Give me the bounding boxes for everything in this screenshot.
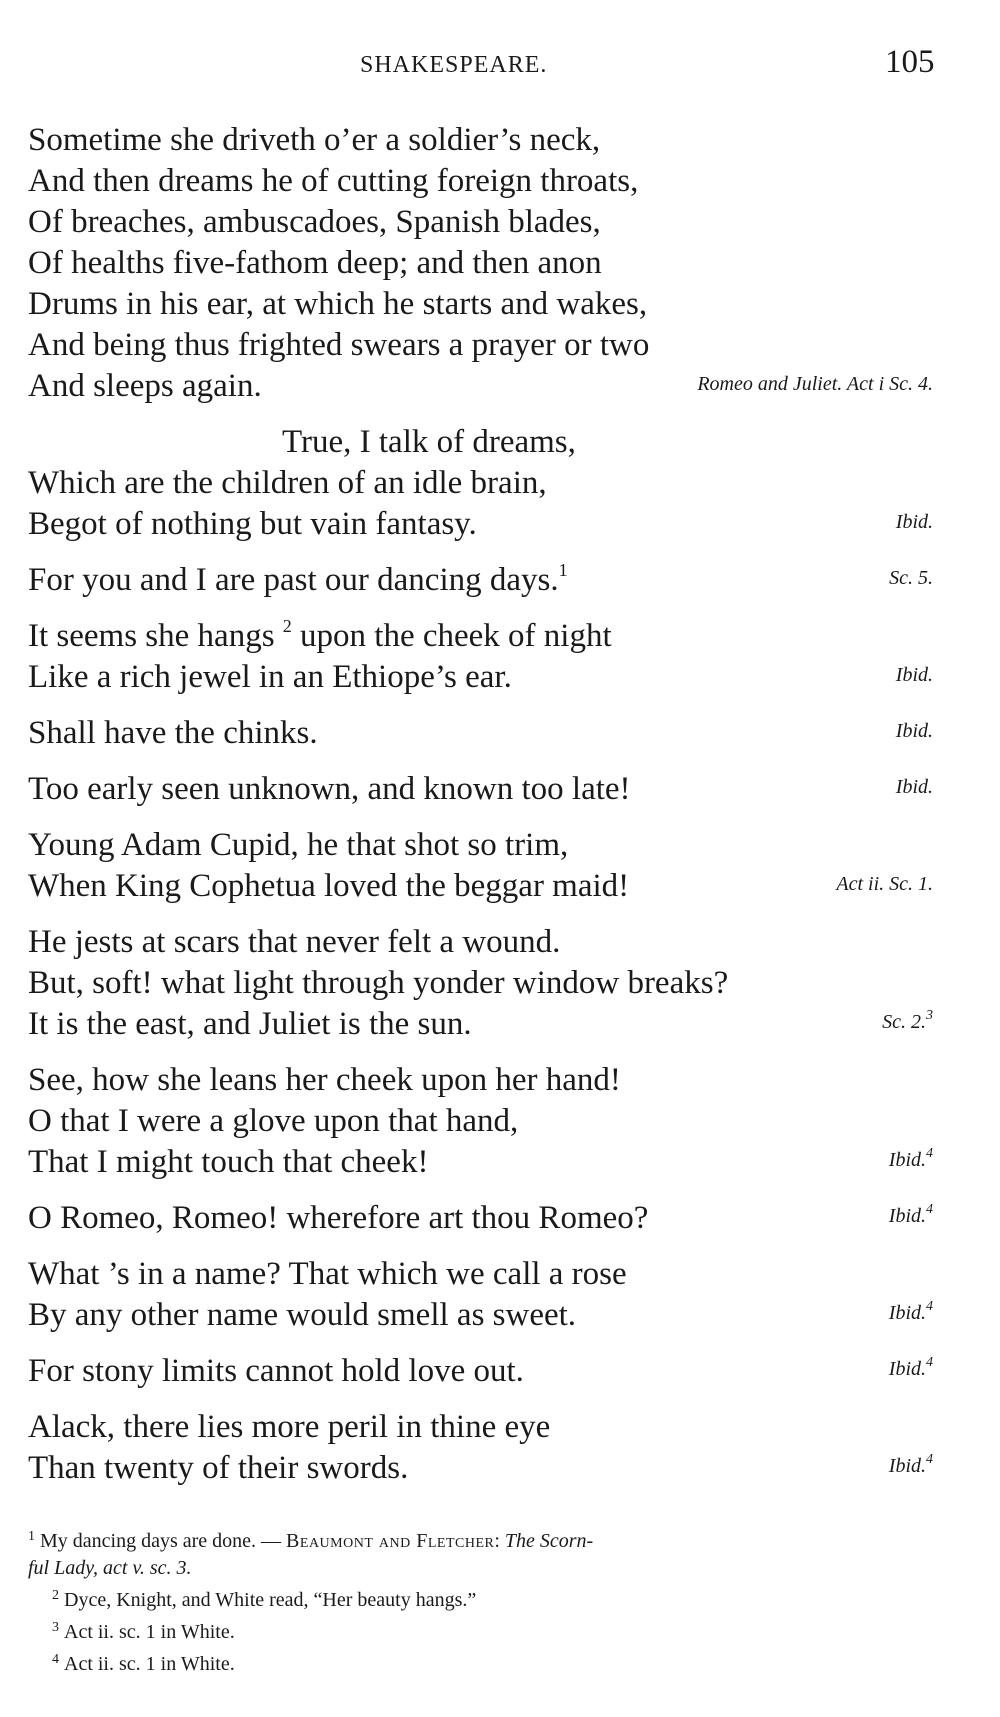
verse-line [28, 713, 933, 754]
verse-line: True, I talk of dreams, [282, 424, 576, 460]
quote-block [28, 825, 933, 907]
quote-block [28, 1254, 933, 1336]
footnote-separator: : [494, 1530, 505, 1552]
citation-text: Ibid. [888, 1455, 926, 1477]
quote-block [28, 422, 933, 545]
footnote [28, 1646, 933, 1678]
verse-line: Drums in his ear, at which he starts and wakes, [28, 286, 648, 322]
quote-block [28, 560, 933, 601]
page-number: 105 [885, 44, 935, 80]
footnote-number: 3 [52, 1620, 59, 1635]
verse-line [28, 1142, 933, 1183]
footnote-text: ful Lady, act v. sc. 3. [28, 1557, 192, 1579]
quote-block [28, 616, 933, 698]
verse-line [28, 366, 933, 407]
footnote-number: 1 [28, 1529, 35, 1544]
running-header [0, 44, 1000, 84]
verse-line: See, how she leans her cheek upon her hand! [28, 1062, 621, 1098]
footnote-marker: 4 [926, 1355, 933, 1370]
verse-text: Shall have the chinks. [28, 715, 318, 751]
verse-text: When King Cophetua loved the beggar maid! [28, 868, 630, 904]
footnote-marker: 4 [926, 1452, 933, 1467]
quote-block [28, 922, 933, 1045]
citation [889, 1349, 933, 1390]
citation [889, 1293, 933, 1334]
quote-block [28, 1351, 933, 1392]
citation-text: Ibid. [888, 1302, 926, 1324]
verse-text: Like a rich jewel in an Ethiope’s ear. [28, 659, 512, 695]
verse-text: And sleeps again. [28, 368, 262, 404]
footnote [28, 1582, 933, 1614]
verse-line: Alack, there lies more peril in thine eye [28, 1409, 551, 1445]
citation [889, 1446, 933, 1487]
verse-line [28, 1198, 933, 1239]
verse-text: That I might touch that cheek! [28, 1144, 429, 1180]
quote-block [28, 713, 933, 754]
footnote-marker: 1 [558, 560, 568, 580]
quote-block [28, 120, 933, 407]
citation-text: Sc. 2. [882, 1011, 926, 1033]
footnote-continuation [28, 1555, 933, 1582]
footnote-marker: 4 [926, 1202, 933, 1217]
footnote-marker: 4 [926, 1146, 933, 1161]
verse-line: What ’s in a name? That which we call a rose [28, 1256, 627, 1292]
footnote [28, 1523, 933, 1555]
footnote-text: My dancing days are done. — [40, 1530, 282, 1552]
verse-text: upon the cheek of night [291, 618, 612, 654]
verse-line [28, 504, 933, 545]
running-title: SHAKESPEARE. [360, 52, 548, 78]
verse-text: Than twenty of their swords. [28, 1450, 409, 1486]
verse-text: For stony limits cannot hold love out. [28, 1353, 524, 1389]
footnote-text: Act ii. sc. 1 in White. [64, 1653, 235, 1675]
verse-line: Of healths five-fathom deep; and then anon [28, 245, 602, 281]
verse-line: O that I were a glove upon that hand, [28, 1103, 519, 1139]
citation-text: Ibid. [888, 1205, 926, 1227]
footnote-marker: 2 [282, 616, 292, 636]
verse-line [28, 1448, 933, 1489]
verse-line [28, 616, 933, 657]
verse-line: Which are the children of an idle brain, [28, 465, 547, 501]
footnote-marker: 4 [926, 1299, 933, 1314]
verse-line [28, 560, 933, 601]
citation: Ibid. [895, 664, 933, 686]
verse-line [28, 769, 933, 810]
verse-line: Of breaches, ambuscadoes, Spanish blades, [28, 204, 601, 240]
verse-text: It seems she hangs [28, 618, 275, 654]
footnote-work: The Scorn- [504, 1530, 594, 1552]
verse-line: He jests at scars that never felt a wound. [28, 924, 561, 960]
verse-text: Too early seen unknown, and known too late! [28, 771, 631, 807]
footnote-text: Act ii. sc. 1 in White. [64, 1621, 235, 1643]
verse-line: Sometime she driveth o’er a soldier’s neck, [28, 122, 601, 158]
citation-text: Ibid. [888, 1149, 926, 1171]
verse-line [28, 1351, 933, 1392]
footnote-text: Dyce, Knight, and White read, “Her beauty hangs.” [64, 1589, 477, 1611]
citation [889, 1140, 933, 1181]
verse-line: Young Adam Cupid, he that shot so trim, [28, 827, 569, 863]
citation: Ibid. [895, 511, 933, 533]
verse-text: O Romeo, Romeo! wherefore art thou Romeo? [28, 1200, 649, 1236]
quote-block [28, 769, 933, 810]
quote-block [28, 1407, 933, 1489]
verse-line [28, 657, 933, 698]
verse-line: And then dreams he of cutting foreign throats, [28, 163, 639, 199]
verse-line [28, 1295, 933, 1336]
citation: Ibid. [895, 776, 933, 798]
verse-text: For you and I are past our dancing days. [28, 562, 559, 598]
verse-text: It is the east, and Juliet is the sun. [28, 1006, 472, 1042]
verse-line [28, 1004, 933, 1045]
citation: Ibid. [895, 720, 933, 742]
verse-text: By any other name would smell as sweet. [28, 1297, 577, 1333]
footnote-number: 4 [52, 1652, 59, 1667]
footnote-number: 2 [52, 1588, 59, 1603]
citation [882, 1002, 933, 1043]
verse-line: And being thus frighted swears a prayer or two [28, 327, 650, 363]
quote-block [28, 1060, 933, 1183]
footnote-author: Beaumont and Fletcher [286, 1530, 495, 1552]
quotations-body [28, 120, 933, 1504]
footnotes [28, 1523, 933, 1678]
citation: Act ii. Sc. 1. [836, 873, 933, 895]
citation: Sc. 5. [889, 567, 933, 589]
footnote-marker: 3 [926, 1008, 933, 1023]
verse-line [28, 866, 933, 907]
citation-text: Ibid. [888, 1358, 926, 1380]
footnote [28, 1614, 933, 1646]
verse-text: Begot of nothing but vain fantasy. [28, 506, 477, 542]
citation [889, 1196, 933, 1237]
quote-block [28, 1198, 933, 1239]
verse-line: But, soft! what light through yonder window breaks? [28, 965, 729, 1001]
citation: Romeo and Juliet. Act i Sc. 4. [697, 373, 933, 395]
